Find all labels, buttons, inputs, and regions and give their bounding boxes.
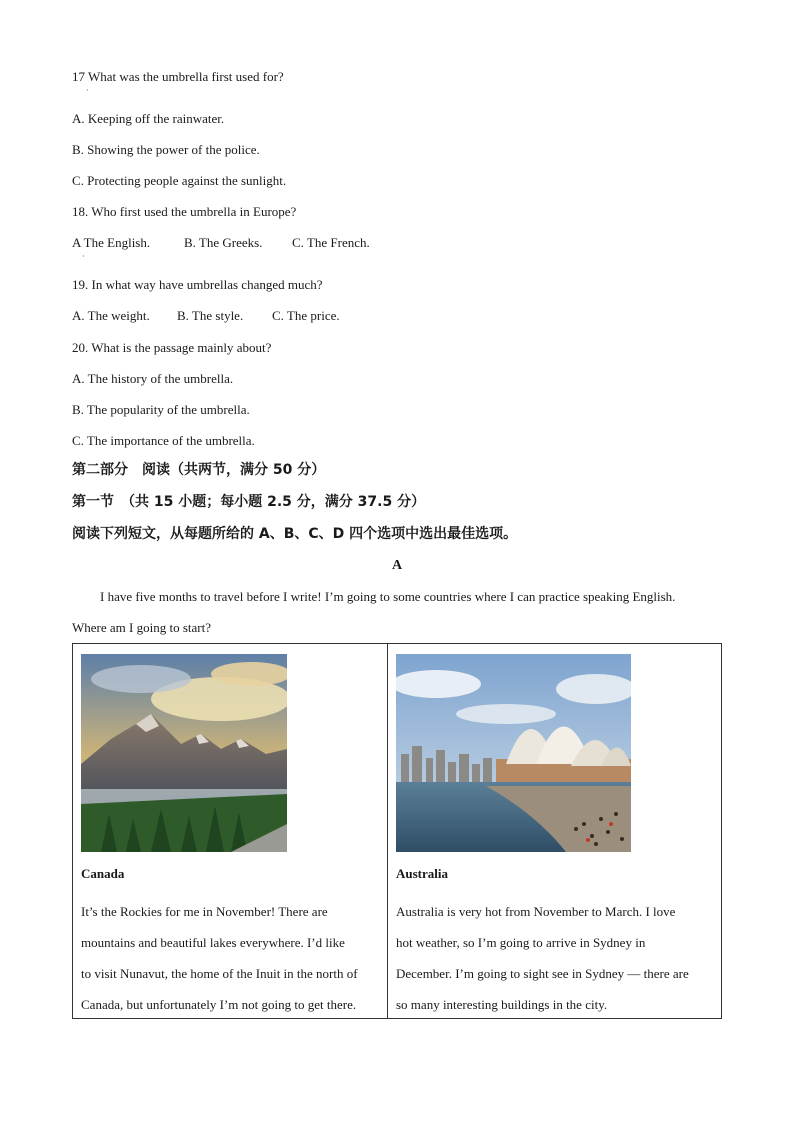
section-heading-section1: 第一节 （共 15 小题；每小题 2.5 分，满分 37.5 分） (72, 494, 426, 510)
section-instruction: 阅读下列短文，从每题所给的 A、B、C、D 四个选项中选出最佳选项。 (72, 526, 518, 542)
q19-option-c: C. The price. (272, 308, 340, 323)
q20-option-b: B. The popularity of the umbrella. (72, 402, 250, 417)
canada-line: to visit Nunavut, the home of the Inuit in the north of (81, 966, 358, 981)
q17-option-b: B. Showing the power of the police. (72, 142, 260, 157)
q19-options (72, 308, 340, 324)
passage-intro-line2: Where am I going to start? (72, 620, 211, 635)
passage-letter: A (391, 558, 403, 573)
question-19: 19. In what way have umbrellas changed much? (72, 277, 323, 292)
sydney-opera-house-image (396, 654, 631, 852)
australia-cell (388, 644, 722, 1019)
stray-dot: · (86, 86, 89, 95)
q19-option-a: A. The weight. (72, 308, 150, 323)
q18-option-c: C. The French. (292, 235, 370, 250)
stray-dot: · (82, 252, 85, 261)
australia-body (396, 896, 689, 1020)
australia-title: Australia (396, 866, 448, 881)
q20-option-c: C. The importance of the umbrella. (72, 433, 255, 448)
canada-cell (73, 644, 388, 1019)
passage-intro-line1: I have five months to travel before I write! I’m going to some countries where I can practice speaking English. (100, 589, 676, 604)
canada-line: It’s the Rockies for me in November! There are (81, 904, 328, 919)
canada-title: Canada (81, 866, 125, 881)
canada-line: mountains and beautiful lakes everywhere. I’d like (81, 935, 345, 950)
q17-option-c: C. Protecting people against the sunlight. (72, 173, 287, 188)
q18-option-b: B. The Greeks. (184, 235, 263, 250)
canada-line: Canada, but unfortunately I’m not going to get there. (81, 997, 357, 1012)
section-heading-part2: 第二部分 阅读（共两节，满分 50 分） (72, 462, 326, 478)
q20-option-a: A. The history of the umbrella. (72, 371, 234, 386)
australia-line: hot weather, so I’m going to arrive in Sydney in (396, 935, 646, 950)
canada-photo (81, 654, 287, 852)
q18-options (72, 235, 370, 251)
question-17: 17 What was the umbrella first used for? (72, 69, 284, 84)
destinations-table (72, 643, 722, 1019)
q19-option-b: B. The style. (177, 308, 244, 323)
question-18: 18. Who first used the umbrella in Europe? (72, 204, 297, 219)
question-20: 20. What is the passage mainly about? (72, 340, 272, 355)
australia-line: Australia is very hot from November to March. I love (396, 904, 676, 919)
q17-option-a: A. Keeping off the rainwater. (72, 111, 225, 126)
australia-photo (396, 654, 631, 852)
canada-body (81, 896, 358, 1020)
australia-line: December. I’m going to sight see in Sydney — there are (396, 966, 689, 981)
rocky-mountains-image (81, 654, 287, 852)
australia-line: so many interesting buildings in the city. (396, 997, 608, 1012)
q18-option-a: A The English. (72, 235, 151, 250)
